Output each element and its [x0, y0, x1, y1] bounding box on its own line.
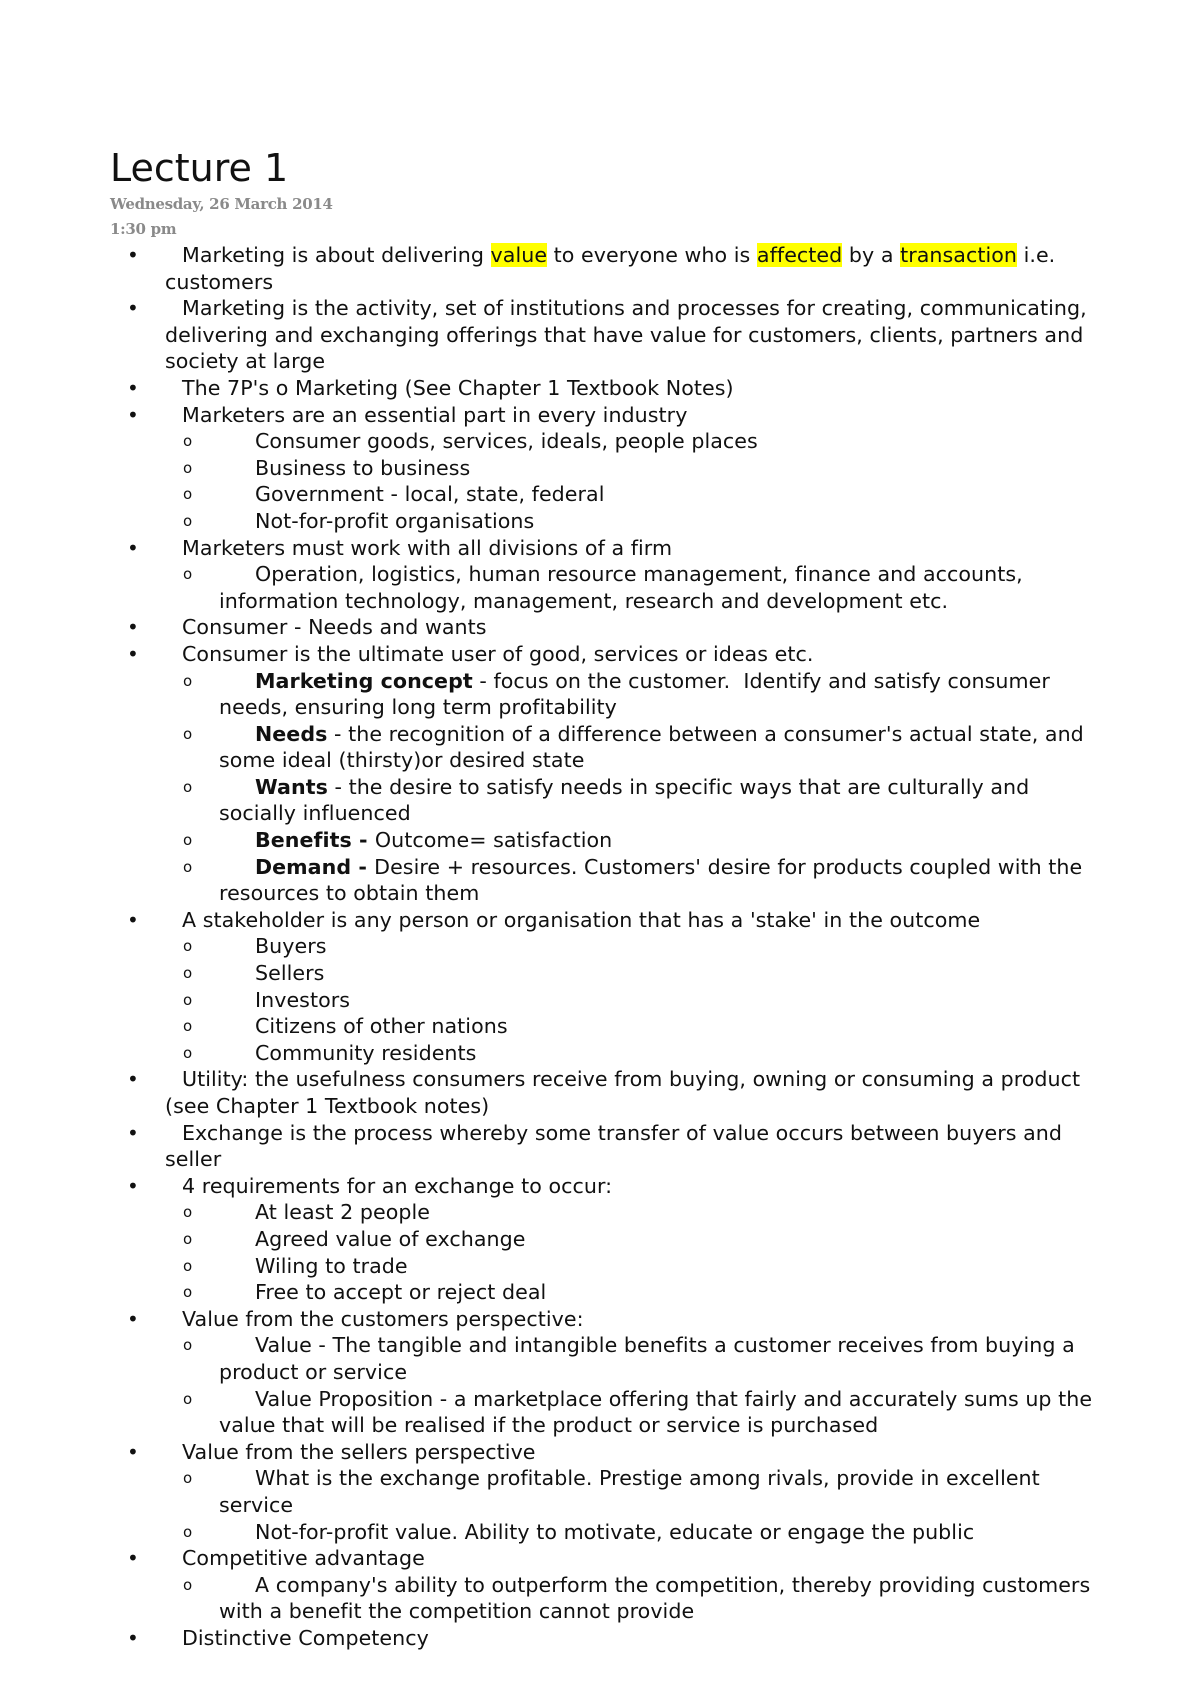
- filled-bullet-icon: •: [127, 1120, 139, 1145]
- text-run: Agreed value of exchange: [255, 1226, 526, 1251]
- list-item-text: [0, 1013, 1099, 1040]
- hollow-circle-bullet-icon: o: [183, 671, 193, 690]
- highlighted-term: affected: [756, 243, 843, 267]
- sub-list-item: [0, 721, 1200, 774]
- hollow-circle-bullet-icon: o: [183, 565, 193, 584]
- text-run: Value from the sellers perspective: [182, 1439, 536, 1464]
- hollow-circle-bullet-icon: o: [183, 1469, 193, 1488]
- filled-bullet-icon: •: [127, 402, 139, 427]
- hollow-circle-bullet-icon: o: [183, 831, 193, 850]
- text-run: Consumer - Needs and wants: [182, 615, 487, 640]
- list-item-text: [0, 1253, 1099, 1280]
- text-run: Not-for-profit organisations: [255, 508, 535, 533]
- text-run: At least 2 people: [255, 1200, 431, 1225]
- sub-list-item: [0, 1226, 1200, 1253]
- bold-term: Marketing concept: [255, 668, 473, 693]
- hollow-circle-bullet-icon: o: [183, 432, 193, 451]
- list-item: [0, 535, 1200, 562]
- hollow-circle-bullet-icon: o: [183, 511, 193, 530]
- filled-bullet-icon: •: [127, 535, 139, 560]
- list-item-text: [0, 402, 1095, 429]
- list-item-text: [0, 933, 1099, 960]
- text-run: Not-for-profit value. Ability to motivate, educate or engage the public: [255, 1519, 975, 1544]
- list-item: [0, 242, 1200, 295]
- text-run: Marketers are an essential part in every industry: [182, 402, 688, 427]
- text-run: Utility: the usefulness consumers receive from buying, owning or consuming a product (see Chapter 1 Textbook notes): [165, 1067, 1087, 1118]
- text-run: Government - local, state, federal: [255, 482, 605, 507]
- hollow-circle-bullet-icon: o: [183, 1283, 193, 1302]
- sub-list-item: [0, 1332, 1200, 1385]
- filled-bullet-icon: •: [127, 243, 139, 267]
- list-item-text: [0, 1120, 1095, 1173]
- notes-list: [0, 242, 1200, 1651]
- filled-bullet-icon: •: [127, 1173, 139, 1198]
- text-run: Sellers: [255, 961, 325, 986]
- text-run: Operation, logistics, human resource management, finance and accounts, information technology, management, research and development etc.: [219, 562, 1030, 613]
- text-run: Marketers must work with all divisions of a firm: [182, 535, 673, 560]
- filled-bullet-icon: •: [127, 296, 139, 321]
- text-run: - the desire to satisfy needs in specific ways that are culturally and socially influenced: [219, 774, 1036, 826]
- text-run: Desire + resources. Customers' desire for products coupled with the resources to obtain them: [219, 854, 1089, 906]
- text-run: - focus on the customer. Identify and satisfy consumer needs, ensuring long term profitability: [219, 668, 1057, 720]
- text-run: Consumer is the ultimate user of good, services or ideas etc.: [182, 641, 814, 666]
- text-run: Exchange is the process whereby some transfer of value occurs between buyers and seller: [165, 1120, 1069, 1172]
- list-item-text: [0, 1173, 1095, 1200]
- list-item-text: [0, 1066, 1095, 1119]
- list-item-text: [0, 668, 1099, 721]
- hollow-circle-bullet-icon: o: [183, 1336, 193, 1355]
- sub-list-item: [0, 774, 1200, 827]
- list-item-text: [0, 1625, 1095, 1652]
- sub-list-item: [0, 481, 1200, 508]
- text-run: Investors: [255, 987, 351, 1012]
- list-item-text: [0, 1332, 1099, 1385]
- list-item: [0, 1173, 1200, 1200]
- bold-term: Wants: [255, 774, 328, 799]
- list-item-text: [0, 1279, 1099, 1306]
- list-item: [0, 375, 1200, 402]
- sub-list-item: [0, 1013, 1200, 1040]
- list-item: [0, 1066, 1200, 1119]
- hollow-circle-bullet-icon: o: [183, 1522, 193, 1541]
- sub-list-item: [0, 1386, 1200, 1439]
- list-item-text: [0, 1226, 1099, 1253]
- text-run: - the recognition of a difference between a consumer's actual state, and some ideal (thirsty)or desired state: [219, 721, 1091, 773]
- sub-list-item: [0, 854, 1200, 907]
- list-item: [0, 641, 1200, 668]
- text-run: 4 requirements for an exchange to occur:: [182, 1173, 613, 1198]
- hollow-circle-bullet-icon: o: [183, 777, 193, 796]
- text-run: Competitive advantage: [182, 1546, 425, 1571]
- text-run: Distinctive Competency: [182, 1625, 429, 1650]
- list-item: [0, 1439, 1200, 1466]
- text-run: A company's ability to outperform the competition, thereby providing customers with a benefit the competition cannot provide: [219, 1572, 1097, 1624]
- filled-bullet-icon: •: [127, 375, 139, 400]
- list-item: [0, 1306, 1200, 1333]
- list-item-text: [0, 428, 1099, 455]
- list-item: [0, 295, 1200, 375]
- hollow-circle-bullet-icon: o: [183, 1256, 193, 1275]
- sub-list-item: [0, 827, 1200, 854]
- sub-list-item: [0, 933, 1200, 960]
- hollow-circle-bullet-icon: o: [183, 1575, 193, 1594]
- text-run: Community residents: [255, 1040, 477, 1065]
- sub-list-item: [0, 1199, 1200, 1226]
- sub-list-item: [0, 455, 1200, 482]
- hollow-circle-bullet-icon: o: [183, 1229, 193, 1248]
- list-item-text: [0, 1572, 1099, 1625]
- list-item-text: [0, 1439, 1095, 1466]
- filled-bullet-icon: •: [127, 641, 139, 666]
- text-run: The 7P's o Marketing (See Chapter 1 Textbook Notes): [182, 375, 734, 400]
- filled-bullet-icon: •: [127, 1067, 139, 1092]
- text-run: Business to business: [255, 455, 471, 480]
- hollow-circle-bullet-icon: o: [183, 857, 193, 876]
- list-item: [0, 614, 1200, 641]
- list-item: [0, 1545, 1200, 1572]
- bold-term: Needs: [255, 721, 328, 746]
- filled-bullet-icon: •: [127, 615, 139, 640]
- sub-list-item: [0, 428, 1200, 455]
- hollow-circle-bullet-icon: o: [183, 485, 193, 504]
- list-item-text: [0, 481, 1099, 508]
- text-run: Value - The tangible and intangible benefits a customer receives from buying a product or service: [219, 1333, 1082, 1384]
- list-item: [0, 1625, 1200, 1652]
- text-run: Marketing is about delivering: [182, 243, 491, 267]
- hollow-circle-bullet-icon: o: [183, 1017, 193, 1036]
- list-item-text: [0, 774, 1099, 827]
- sub-list-item: [0, 960, 1200, 987]
- text-run: A stakeholder is any person or organisation that has a 'stake' in the outcome: [182, 907, 981, 932]
- list-item: [0, 907, 1200, 934]
- hollow-circle-bullet-icon: o: [183, 458, 193, 477]
- sub-list-item: [0, 1519, 1200, 1546]
- list-item-text: [0, 375, 1095, 402]
- hollow-circle-bullet-icon: o: [183, 990, 193, 1009]
- list-item-text: [0, 960, 1099, 987]
- list-item-text: [0, 907, 1095, 934]
- list-item-text: [0, 455, 1099, 482]
- list-item-text: [0, 1306, 1095, 1333]
- list-item: [0, 402, 1200, 429]
- list-item-text: [0, 987, 1099, 1014]
- hollow-circle-bullet-icon: o: [183, 1203, 193, 1222]
- bold-term: Benefits -: [255, 828, 375, 853]
- highlighted-term: transaction: [900, 243, 1017, 267]
- sub-list-item: [0, 1040, 1200, 1067]
- list-item-text: [0, 1465, 1099, 1518]
- text-run: Outcome= satisfaction: [374, 828, 613, 853]
- page-title: Lecture 1: [110, 146, 289, 190]
- list-item-text: [0, 721, 1099, 774]
- text-run: Free to accept or reject deal: [255, 1280, 547, 1305]
- hollow-circle-bullet-icon: o: [183, 964, 193, 983]
- sub-list-item: [0, 561, 1200, 614]
- text-run: Wiling to trade: [255, 1253, 408, 1278]
- filled-bullet-icon: •: [127, 907, 139, 932]
- text-run: Value Proposition - a marketplace offering that fairly and accurately sums up the value that will be realised if the product or service is purchased: [219, 1386, 1099, 1438]
- filled-bullet-icon: •: [127, 1306, 139, 1331]
- sub-list-item: [0, 508, 1200, 535]
- text-run: What is the exchange profitable. Prestige among rivals, provide in excellent service: [219, 1466, 1047, 1517]
- sub-list-item: [0, 1253, 1200, 1280]
- list-item-text: [0, 535, 1095, 562]
- text-run: i.e. customers: [165, 243, 1062, 294]
- filled-bullet-icon: •: [127, 1625, 139, 1650]
- list-item-text: [0, 561, 1099, 614]
- sub-list-item: [0, 1572, 1200, 1625]
- sub-list-item: [0, 668, 1200, 721]
- list-item-text: [0, 1386, 1099, 1439]
- text-run: Value from the customers perspective:: [182, 1306, 584, 1331]
- list-item-text: [0, 295, 1095, 375]
- list-item-text: [0, 1545, 1095, 1572]
- filled-bullet-icon: •: [127, 1439, 139, 1464]
- list-item: [0, 1120, 1200, 1173]
- sub-list-item: [0, 1465, 1200, 1518]
- list-item-text: [0, 641, 1095, 668]
- sub-list-item: [0, 1279, 1200, 1306]
- text-run: Citizens of other nations: [255, 1014, 508, 1039]
- hollow-circle-bullet-icon: o: [183, 1389, 193, 1408]
- sub-list-item: [0, 987, 1200, 1014]
- list-item-text: [0, 827, 1099, 854]
- text-run: to everyone who is: [547, 243, 757, 267]
- text-run: Buyers: [255, 934, 327, 959]
- note-time: 1:30 pm: [110, 220, 177, 238]
- list-item-text: [0, 508, 1099, 535]
- list-item-text: [0, 1040, 1099, 1067]
- list-item-text: [0, 1519, 1099, 1546]
- filled-bullet-icon: •: [127, 1546, 139, 1571]
- list-item-text: [0, 1199, 1099, 1226]
- list-item-text: [0, 854, 1099, 907]
- hollow-circle-bullet-icon: o: [183, 724, 193, 743]
- highlighted-term: value: [490, 243, 548, 267]
- text-run: Marketing is the activity, set of institutions and processes for creating, communicating, delivering and exchanging offerings that have value for customers, clients, partners and society at large: [165, 296, 1094, 374]
- list-item-text: [0, 614, 1095, 641]
- list-item-text: [0, 242, 1095, 295]
- bold-term: Demand -: [255, 854, 375, 879]
- text-run: by a: [842, 243, 901, 267]
- note-date: Wednesday, 26 March 2014: [110, 195, 333, 213]
- hollow-circle-bullet-icon: o: [183, 937, 193, 956]
- hollow-circle-bullet-icon: o: [183, 1043, 193, 1062]
- text-run: Consumer goods, services, ideals, people places: [255, 429, 758, 454]
